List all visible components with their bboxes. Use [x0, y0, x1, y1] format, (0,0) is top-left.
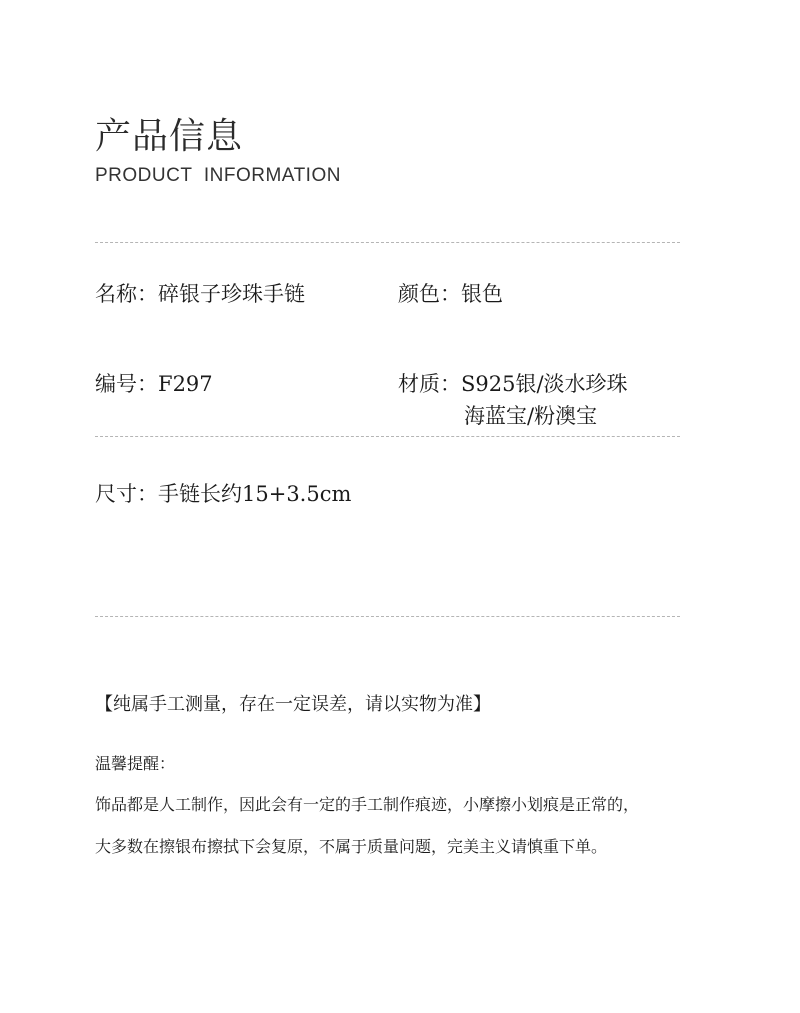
reminder-line: 饰品都是人工制作，因此会有一定的手工制作痕迹，小摩擦小划痕是正常的，: [95, 795, 640, 814]
divider: [95, 242, 680, 243]
divider: [95, 616, 680, 617]
reminder-heading: 温馨提醒：: [95, 754, 176, 773]
spec-code: 编号：F297: [95, 372, 213, 396]
spec-material-cont: 海蓝宝/粉澳宝: [464, 404, 598, 428]
page-subtitle: PRODUCT INFORMATION: [95, 165, 341, 186]
spec-size: 尺寸：手链长约15+3.5cm: [95, 482, 352, 506]
page-title: 产品信息: [95, 116, 244, 157]
divider: [95, 436, 680, 437]
disclaimer: 【纯属手工测量，存在一定误差，请以实物为准】: [95, 694, 491, 715]
spec-name: 名称：碎银子珍珠手链: [95, 282, 305, 306]
spec-material: 材质：S925银/淡水珍珠: [398, 372, 628, 396]
reminder-line: 大多数在擦银布擦拭下会复原，不属于质量问题，完美主义请慎重下单。: [95, 837, 608, 856]
spec-color: 颜色：银色: [398, 282, 503, 306]
